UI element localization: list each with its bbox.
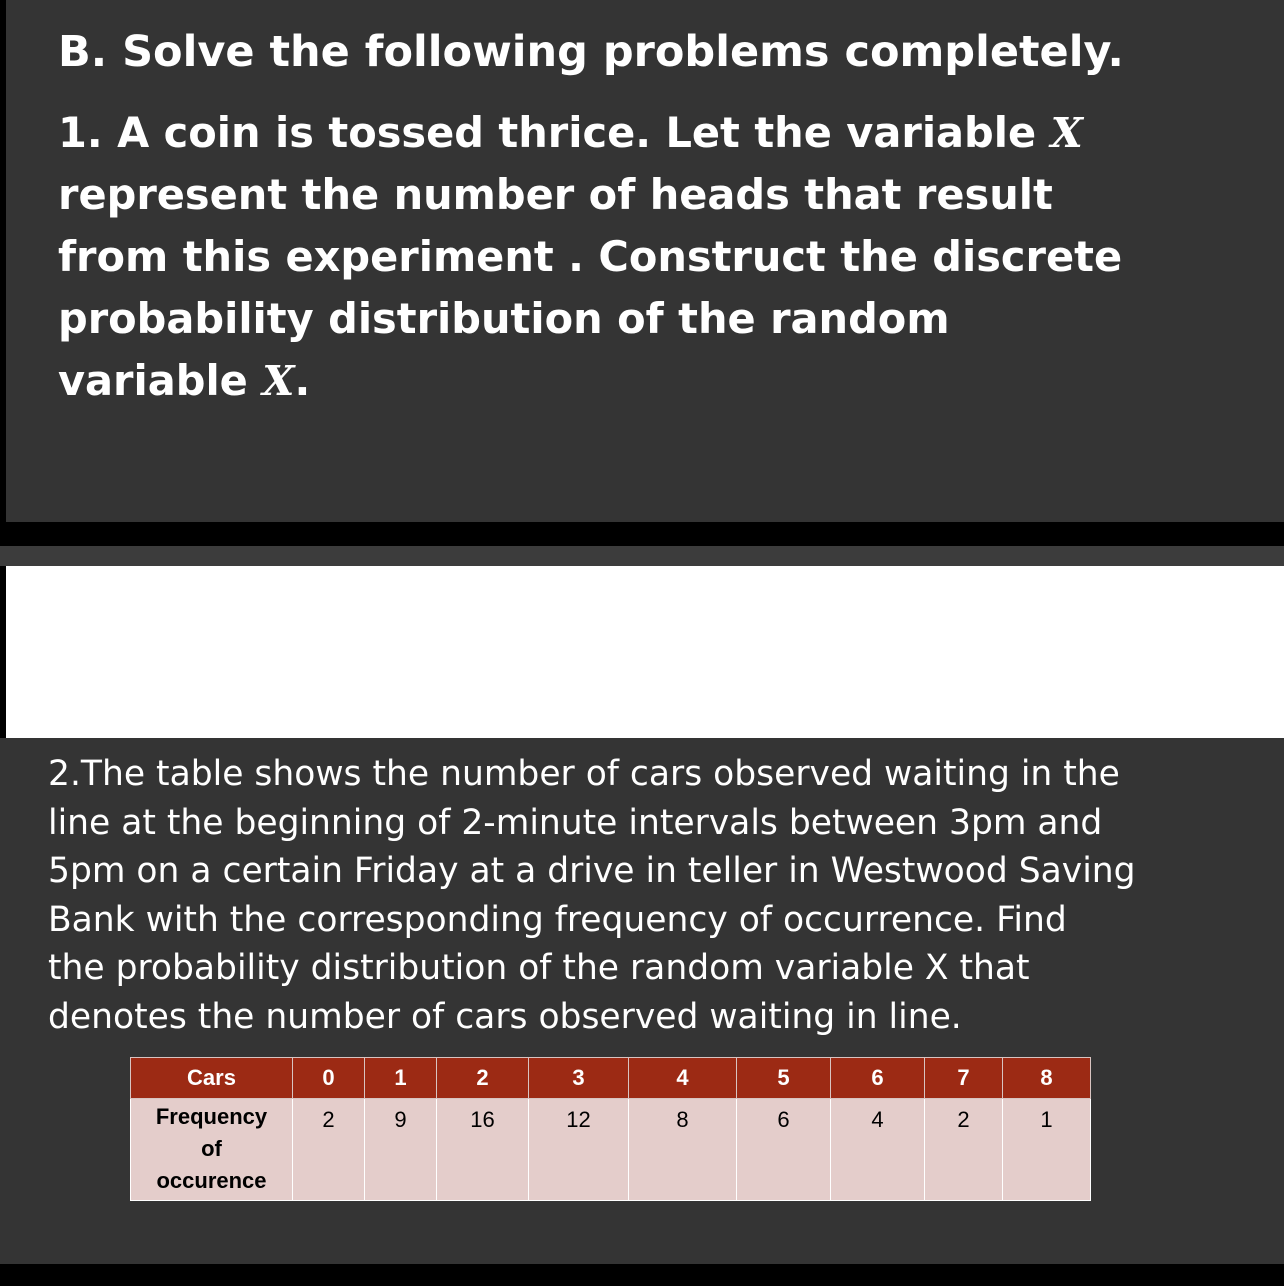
problem-1-line-5-period: .	[294, 356, 311, 405]
cars-value-cell: 8	[1003, 1058, 1091, 1099]
bottom-band	[0, 1264, 1284, 1286]
cars-value-cell: 2	[437, 1058, 529, 1099]
problem-2-line: the probability distribution of the random variable X that	[48, 948, 1030, 988]
problem-2-line: 5pm on a certain Friday at a drive in teller in Westwood Saving	[48, 851, 1136, 891]
problem-2-line: line at the beginning of 2-minute intervals between 3pm and	[48, 802, 1103, 843]
problem-1-line-1	[58, 102, 1258, 164]
cars-value-cell: 6	[831, 1058, 925, 1099]
problem-1-line-1-text: 1. A coin is tossed thrice. Let the variable	[58, 108, 1051, 157]
frequency-value-cell: 12	[529, 1099, 629, 1201]
frequency-value-cell: 2	[925, 1099, 1003, 1201]
problem-2-text	[48, 750, 1278, 1041]
frequency-value-cell: 2	[293, 1099, 365, 1201]
problem-1-line-3: from this experiment . Construct the discrete	[58, 232, 1123, 281]
cars-value-cell: 7	[925, 1058, 1003, 1099]
frequency-value-cell: 4	[831, 1099, 925, 1201]
cars-value-cell: 5	[737, 1058, 831, 1099]
problem-1-line-4: probability distribution of the random	[58, 294, 950, 343]
frequency-label-line: of	[201, 1136, 222, 1161]
frequency-value-cell: 9	[365, 1099, 437, 1201]
frequency-value-cell: 6	[737, 1099, 831, 1201]
problem-1-line-2: represent the number of heads that result	[58, 170, 1053, 219]
cars-value-cell: 1	[365, 1058, 437, 1099]
section-heading: B. Solve the following problems completely.	[58, 27, 1124, 77]
blank-white-panel	[6, 566, 1284, 738]
frequency-value-cell: 16	[437, 1099, 529, 1201]
variable-x: X	[1050, 108, 1083, 157]
problem-1-line-5	[58, 350, 1258, 412]
frequency-value-cell: 1	[1003, 1099, 1091, 1201]
problem-2-line: 2.The table shows the number of cars observed waiting in the	[48, 754, 1120, 794]
table-header-row	[131, 1058, 1091, 1099]
frequency-value-cell: 8	[629, 1099, 737, 1201]
cars-value-cell: 0	[293, 1058, 365, 1099]
variable-x: X	[262, 356, 295, 405]
frequency-header-cell	[131, 1099, 293, 1201]
frequency-label-line: Frequency	[155, 1104, 268, 1129]
cars-frequency-table	[130, 1057, 1091, 1201]
problem-1-line-5-text: variable	[58, 356, 263, 405]
problem-2-line: denotes the number of cars observed waiting in line.	[48, 996, 962, 1037]
problem-2-line: Bank with the corresponding frequency of occurrence. Find	[48, 899, 1067, 940]
cars-value-cell: 3	[529, 1058, 629, 1099]
table-frequency-row	[131, 1099, 1091, 1201]
problem-1-text	[58, 102, 1258, 412]
cars-value-cell: 4	[629, 1058, 737, 1099]
frequency-label-line: occurence	[156, 1168, 267, 1193]
slide-divider	[0, 546, 1284, 566]
cars-header-cell: Cars	[131, 1058, 293, 1099]
